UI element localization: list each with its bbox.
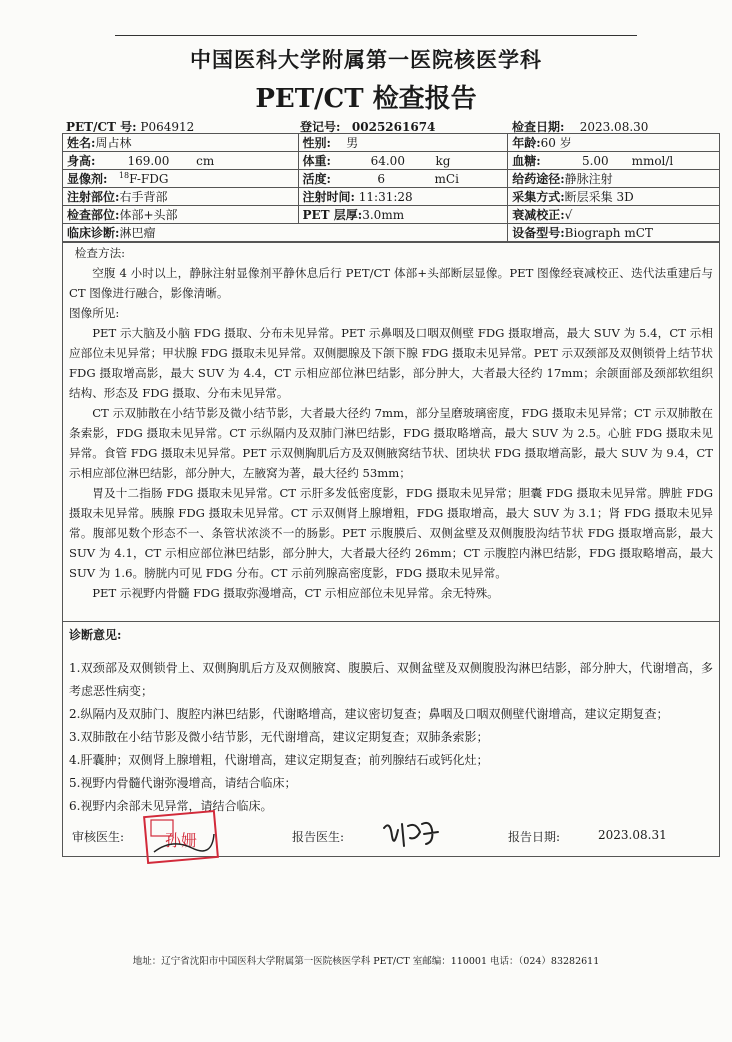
registration-value: 0025261674 bbox=[351, 120, 436, 134]
registration-label: 登记号: bbox=[300, 120, 341, 134]
footer-address: 地址：辽宁省沈阳市中国医科大学附属第一医院核医学科 PET/CT 室邮编：110001 电话：（024）83282611 bbox=[132, 956, 600, 967]
age-label: 年龄: bbox=[512, 136, 541, 150]
agent-value: F-FDG bbox=[129, 172, 169, 186]
weight-value: 64.00 bbox=[370, 154, 405, 168]
activity-value: 6 bbox=[377, 172, 385, 186]
weight-label: 体重: bbox=[302, 154, 331, 168]
name-label: 姓名: bbox=[67, 136, 96, 150]
weight-cell bbox=[298, 152, 508, 170]
doctor-stamp bbox=[142, 808, 220, 864]
diagnosis-item: 2.纵隔内及双肺门、腹腔内淋巴结影，代谢略增高，建议密切复查；鼻咽及口咽双侧壁代谢增高，建议定期复查； bbox=[69, 707, 669, 721]
agent-isotope: 18 bbox=[118, 171, 130, 180]
svg-text:孙姗: 孙姗 bbox=[164, 831, 198, 850]
glucose-label: 血糖: bbox=[512, 154, 541, 168]
mode-value: 断层采集 3D bbox=[564, 190, 634, 204]
device-label: 设备型号: bbox=[512, 226, 565, 240]
findings-paragraph-head-neck: PET 示大脑及小脑 FDG 摄取、分布未见异常。PET 示鼻咽及口咽双侧壁 FDG 摄取增高，最大 SUV 为 5.4，CT 示相应部位未见异常；甲状腺 FDG 摄取未见异常。双侧腮腺及下颌下腺 FDG 摄取未见异常。PET 示双颈部及双侧锁骨上结节状 FDG 摄取增高影，最大 SUV 为 4.4，CT 示相应部位淋巴结影，部分肿大，大者最大径约 17mm；余颌面部及颈部软组织结构、形态及 FDG 摄取、分布未见异常。 bbox=[69, 326, 713, 400]
decay-label: 衰减校正: bbox=[512, 208, 565, 222]
glucose-cell bbox=[508, 152, 720, 170]
reporter-signature bbox=[380, 818, 442, 852]
diagnosis-item: 6.视野内余部未见异常，请结合临床。 bbox=[69, 799, 273, 813]
slice-value: 3.0mm bbox=[362, 208, 405, 222]
reporter-label: 报告医生: bbox=[292, 830, 345, 844]
reviewer-label: 审核医生: bbox=[72, 830, 125, 844]
name-value: 周占林 bbox=[95, 136, 132, 150]
age-value: 60 岁 bbox=[540, 136, 572, 150]
height-cell bbox=[63, 152, 299, 170]
info-row bbox=[63, 134, 720, 152]
method-text: 空腹 4 小时以上，静脉注射显像剂平静休息后行 PET/CT 体部+头部断层显像。PET 图像经衰减校正、迭代法重建后与 CT 图像进行融合，影像清晰。 bbox=[69, 266, 713, 300]
diagnosis-heading: 诊断意见: bbox=[69, 628, 122, 642]
clinical-diagnosis-label: 临床诊断: bbox=[67, 226, 120, 240]
info-row bbox=[63, 188, 720, 206]
top-rule bbox=[115, 35, 637, 36]
activity-unit: mCi bbox=[434, 172, 459, 186]
exam-date-label: 检查日期: bbox=[512, 120, 565, 134]
slice-label: PET 层厚: bbox=[302, 208, 363, 222]
activity-cell bbox=[298, 170, 508, 188]
hospital-name: 中国医科大学附属第一医院核医学科 bbox=[190, 48, 542, 72]
name-cell bbox=[63, 134, 299, 152]
glucose-value: 5.00 bbox=[581, 154, 609, 168]
site-value: 右手背部 bbox=[119, 190, 168, 204]
weight-unit: kg bbox=[435, 154, 451, 168]
part-cell bbox=[63, 206, 299, 224]
device-value: Biograph mCT bbox=[564, 226, 653, 240]
height-unit: cm bbox=[196, 154, 215, 168]
route-cell bbox=[508, 170, 720, 188]
activity-label: 活度: bbox=[302, 172, 331, 186]
sex-label: 性别: bbox=[302, 136, 331, 150]
diagnosis-item: 3.双肺散在小结节影及微小结节影，无代谢增高，建议定期复查；双肺条索影； bbox=[69, 730, 489, 744]
pet-number-label: PET/CT 号: bbox=[66, 120, 137, 134]
sex-value: 男 bbox=[346, 136, 359, 150]
exam-date-value: 2023.08.30 bbox=[579, 120, 649, 134]
site-cell bbox=[63, 188, 299, 206]
info-row bbox=[63, 152, 720, 170]
image-findings-heading: 图像所见: bbox=[69, 306, 120, 320]
decay-value: √ bbox=[564, 208, 573, 222]
site-label: 注射部位: bbox=[67, 190, 120, 204]
diagnosis-item: 1.双颈部及双侧锁骨上、双侧胸肌后方及双侧腋窝、腹膜后、双侧盆壁及双侧腹股沟淋巴结影，部分肿大，代谢增高，多考虑恶性病变； bbox=[69, 661, 713, 698]
report-title: PET/CT 检查报告 bbox=[255, 84, 477, 114]
diagnosis-item: 5.视野内骨髓代谢弥漫增高，请结合临床； bbox=[69, 776, 297, 790]
info-row bbox=[63, 206, 720, 224]
part-value: 体部+头部 bbox=[119, 208, 178, 222]
findings-paragraph-bone: PET 示视野内骨髓 FDG 摄取弥漫增高，CT 示相应部位未见异常。余无特殊。 bbox=[92, 586, 499, 600]
patient-info-table bbox=[62, 133, 720, 242]
age-cell bbox=[508, 134, 720, 152]
findings-paragraph-abdomen: 胃及十二指肠 FDG 摄取未见异常。CT 示肝多发低密度影，FDG 摄取未见异常；胆囊 FDG 摄取未见异常。脾脏 FDG 摄取未见异常。胰腺 FDG 摄取未见异常。CT 示双侧肾上腺增粗，FDG 摄取增高，最大 SUV 为 3.1；肾 FDG 摄取未见异常。腹部见数个形态不一、条管状浓淡不一的肠影。PET 示腹膜后、双侧盆壁及双侧腹股沟结节状 FDG 摄取增高影，最大 SUV 为 4.1，CT 示相应部位淋巴结影，部分肿大，大者最大径约 26mm；CT 示腹腔内淋巴结影，FDG 摄取略增高，最大 SUV 为 1.6。膀胱内可见 FDG 分布。CT 示前列腺高密度影，FDG 摄取未见异常。 bbox=[69, 486, 713, 580]
time-label: 注射时间: bbox=[302, 190, 355, 204]
findings-paragraph-chest: CT 示双肺散在小结节影及微小结节影，大者最大径约 7mm，部分呈磨玻璃密度，FDG 摄取未见异常；CT 示双肺散在条索影，FDG 摄取未见异常。CT 示纵隔内及双肺门淋巴结影，FDG 摄取略增高，最大 SUV 为 2.5。心脏 FDG 摄取未见异常。食管 FDG 摄取未见异常。PET 示双侧胸肌后方及双侧腋窝结节状、团块状 FDG 摄取增高影，最大 SUV 为 9.4，CT 示相应部位淋巴结影，部分肿大，左腋窝为著，最大径约 53mm； bbox=[69, 406, 713, 480]
route-value: 静脉注射 bbox=[564, 172, 613, 186]
slice-cell bbox=[298, 206, 508, 224]
report-date-value: 2023.08.31 bbox=[598, 828, 667, 842]
info-row bbox=[63, 170, 720, 188]
agent-label: 显像剂: bbox=[67, 172, 108, 186]
glucose-unit: mmol/l bbox=[631, 154, 674, 168]
height-label: 身高: bbox=[67, 154, 96, 168]
sex-cell bbox=[298, 134, 508, 152]
time-value: 11:31:28 bbox=[358, 190, 413, 204]
mode-cell bbox=[508, 188, 720, 206]
findings-section bbox=[62, 242, 720, 622]
agent-cell bbox=[63, 170, 299, 188]
pet-number-value: P064912 bbox=[140, 120, 195, 134]
part-label: 检查部位: bbox=[67, 208, 120, 222]
device-cell bbox=[508, 224, 720, 242]
clinical-diagnosis-value: 淋巴瘤 bbox=[119, 226, 156, 240]
info-row bbox=[63, 224, 720, 242]
diagnosis-item: 4.肝囊肿；双侧肾上腺增粗，代谢增高，建议定期复查；前列腺结石或钙化灶； bbox=[69, 753, 489, 767]
mode-label: 采集方式: bbox=[512, 190, 565, 204]
clinical-diagnosis-cell bbox=[63, 224, 508, 242]
decay-cell bbox=[508, 206, 720, 224]
report-date-label: 报告日期: bbox=[508, 830, 561, 844]
height-value: 169.00 bbox=[127, 154, 170, 168]
route-label: 给药途径: bbox=[512, 172, 565, 186]
method-heading: 检查方法: bbox=[74, 246, 126, 260]
time-cell bbox=[298, 188, 508, 206]
